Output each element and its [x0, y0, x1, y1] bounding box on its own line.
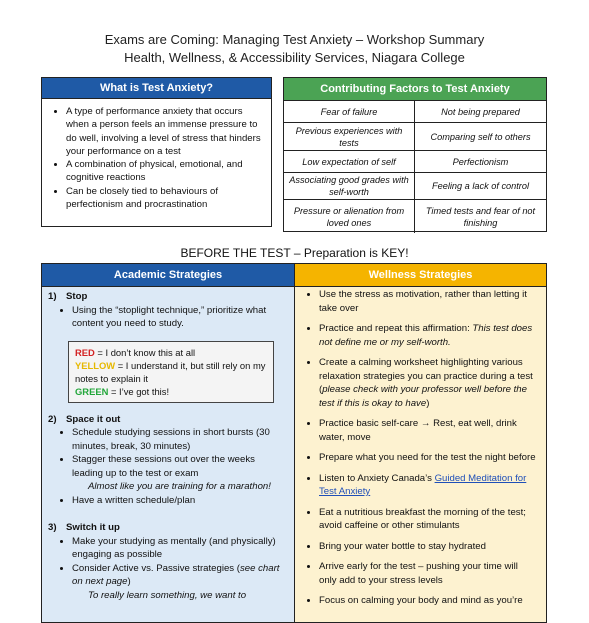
document-title — [0, 31, 589, 67]
factor-cell: Low expectation of self — [284, 151, 415, 173]
academic-heading: Academic Strategies — [42, 264, 294, 287]
wellness-item: • Eat a nutritious breakfast the morning of the test; avoid caffeine or other stimulants — [319, 506, 538, 533]
wellness-item — [319, 322, 538, 349]
what-is-heading: What is Test Anxiety? — [42, 78, 271, 99]
item-text: Create a calming worksheet highlighting various relaxation strategies you can practice during a test ( — [319, 357, 533, 395]
stoplight-red — [75, 346, 267, 359]
space-list — [48, 426, 286, 480]
stoplight-green — [75, 385, 267, 398]
factor-cell: Not being prepared — [415, 101, 546, 123]
what-is-item: • Can be closely tied to behaviours of perfectionism and procrastination — [66, 185, 263, 212]
green-text: = I’ve got this! — [108, 385, 170, 397]
item-ital: This test does not define me or my self-worth. — [319, 323, 533, 348]
guided-meditation-link[interactable]: Guided Meditation for Test Anxiety — [319, 472, 527, 497]
section-title-text: Space it out — [66, 413, 121, 425]
factors-heading: Contributing Factors to Test Anxiety — [284, 78, 546, 101]
factor-cell: Perfectionism — [415, 151, 546, 173]
wellness-heading: Wellness Strategies — [295, 264, 546, 287]
wellness-item — [319, 356, 538, 410]
what-is-item: • A type of performance anxiety that occurs when a person feels an immense pressure to do well, involving a level of stress that hinders your performance on a test — [66, 105, 263, 158]
what-is-item: • A combination of physical, emotional, and cognitive reactions — [66, 158, 263, 185]
red-label: RED — [75, 346, 95, 358]
switch-text-end: ) — [127, 576, 131, 587]
section-number: 2) — [48, 413, 57, 425]
academic-content — [42, 287, 294, 602]
section-title-text: Switch it up — [66, 522, 120, 533]
academic-column — [41, 263, 295, 623]
item-text: Practice and repeat this affirmation: — [319, 323, 473, 334]
switch-text: Consider Active vs. Passive strategies ( — [72, 562, 240, 574]
green-label: GREEN — [75, 385, 109, 397]
stop-list — [48, 304, 286, 331]
factor-cell: Pressure or alienation from loved ones — [284, 200, 415, 233]
what-is-box — [41, 77, 272, 227]
section-stop-title — [48, 290, 286, 304]
factor-cell: Feeling a lack of control — [415, 173, 546, 200]
space-list-2 — [48, 494, 286, 508]
item-ital: please check with your professor well before the test if this is okay to have — [319, 384, 527, 409]
wellness-item: • Use the stress as motivation, rather than letting it take over — [319, 288, 538, 315]
yellow-label: YELLOW — [75, 359, 116, 371]
switch-list — [48, 535, 286, 589]
space-item: • Schedule studying sessions in short bursts (30 minutes, break, 30 minutes) — [72, 426, 286, 453]
section-space-title — [48, 413, 286, 427]
wellness-list — [299, 288, 538, 608]
wellness-column — [294, 263, 547, 623]
factors-grid — [284, 101, 546, 233]
section-number: 1) — [48, 291, 57, 302]
factor-cell: Previous experiences with tests — [284, 123, 415, 151]
section-switch-title — [48, 521, 286, 535]
item-text: Listen to Anxiety Canada’s — [319, 472, 435, 484]
switch-item: • Make your studying as mentally (and physically) engaging as possible — [72, 535, 286, 562]
section-number: 3) — [48, 522, 57, 533]
switch-item — [72, 562, 286, 589]
stoplight-yellow — [75, 359, 267, 385]
factor-cell: Fear of failure — [284, 101, 415, 123]
switch-ital: see chart on next page — [72, 562, 280, 587]
before-test-heading: BEFORE THE TEST – Preparation is KEY! — [180, 246, 409, 260]
wellness-content — [295, 287, 546, 608]
factor-cell: Timed tests and fear of not finishing — [425, 205, 536, 228]
wellness-item: • Bring your water bottle to stay hydrated — [319, 540, 538, 554]
space-item: • Have a written schedule/plan — [72, 494, 286, 508]
wellness-item — [319, 472, 538, 499]
title-line-2: Health, Wellness, & Accessibility Services, Niagara College — [124, 50, 465, 65]
wellness-item: • Prepare what you need for the test the night before — [319, 451, 538, 465]
what-is-list — [42, 99, 271, 211]
yellow-text: = I understand it, but still rely on my notes to explain it — [75, 359, 266, 384]
section-title-text: Stop — [66, 291, 88, 302]
wellness-item: • Focus on calming your body and mind as you’re — [319, 594, 538, 608]
switch-note: To really learn something, we want to — [88, 589, 247, 601]
wellness-item: • Practice basic self-care → Rest, eat well, drink water, move — [319, 417, 538, 444]
stoplight-box — [68, 341, 274, 403]
red-text: = I don’t know this at all — [94, 346, 196, 358]
stop-item: • Using the “stoplight technique,” prioritize what content you need to study. — [72, 304, 286, 331]
wellness-item: • Arrive early for the test – pushing your time will only add to your stress levels — [319, 560, 538, 587]
factors-box — [283, 77, 547, 232]
item-text-end: ) — [426, 397, 430, 409]
factor-cell: Comparing self to others — [415, 123, 546, 151]
factor-cell: Associating good grades with self-worth — [284, 173, 415, 200]
title-line-1: Exams are Coming: Managing Test Anxiety – Workshop Summary — [104, 32, 485, 47]
space-item: • Stagger these sessions out over the weeks leading up to the test or exam — [72, 453, 286, 480]
space-note: Almost like you are training for a marathon! — [88, 481, 271, 492]
